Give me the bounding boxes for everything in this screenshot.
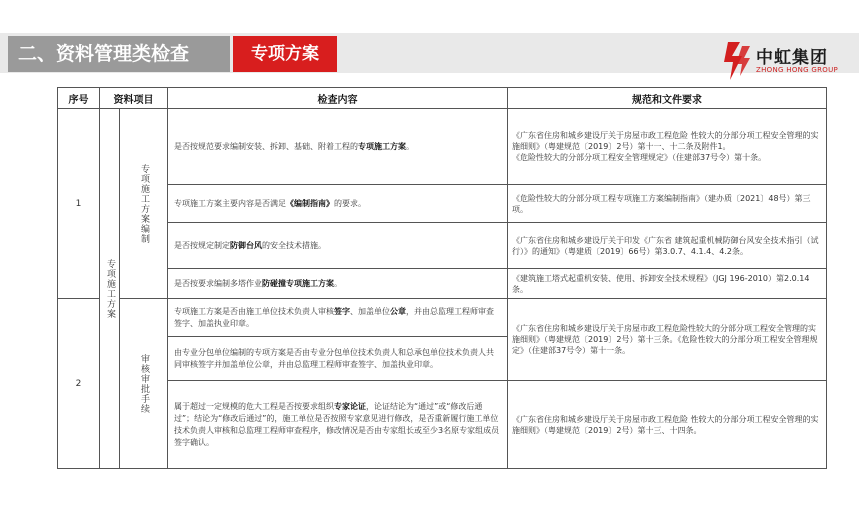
req-text: 《广东省住房和城乡建设厅关于印发《广东省 建筑起重机械防御台风安全技术指引（试行）》的通知》（粤建质〔2019〕66号）第3.0.7、4.1.4、4.2条。	[512, 235, 819, 256]
check-text-bold: 签字	[334, 306, 350, 316]
header-seq: 序号	[58, 88, 100, 109]
check-cell	[168, 381, 508, 469]
req-cell	[508, 223, 827, 269]
check-text: 的要求。	[334, 198, 366, 208]
check-cell	[168, 337, 508, 381]
req-text: 《建筑施工塔式起重机安装、使用、拆卸安全技术规程》（JGJ 196-2010）第2.0.14条。	[512, 273, 810, 294]
check-text: ，论证结论为“通过”或“修改后通过”；结论为“修改后通过”的，施工单位是否按照专家意见进行修改，是否重新履行施工单位技术负责人审核和总监理工程师审查程序，修改情况是否由专家组长或至少3名原专家组成员签字确认。	[174, 401, 500, 447]
table-row	[58, 269, 827, 299]
zhonghong-logo-icon	[718, 40, 752, 82]
check-text-bold: 专家论证	[334, 401, 366, 411]
inspection-table	[57, 87, 827, 469]
check-text-bold: 防御台风	[230, 240, 262, 250]
logo-name-en: ZHONG HONG GROUP	[756, 66, 839, 74]
section-subtitle: 专项方案	[233, 36, 337, 72]
req-cell	[508, 185, 827, 223]
logo-name: 中虹集团	[756, 48, 828, 68]
check-cell	[168, 269, 508, 299]
req-text: 《危险性较大的分部分项工程安全管理规定》（住建部37号令）第十条。	[512, 153, 767, 162]
req-cell	[508, 299, 827, 381]
table-row	[58, 109, 827, 185]
section-label-cell	[100, 109, 120, 469]
check-text-bold: 《编制指南》	[286, 198, 334, 208]
table-row	[58, 223, 827, 269]
check-text: 是否按规定制定	[174, 240, 230, 250]
check-text: 由专业分包单位编制的专项方案是否由专业分包单位技术负责人和总承包单位技术负责人共同审核签字并加盖单位公章，并由总监理工程师审查签字、加盖执业印章。	[174, 347, 494, 369]
req-text: 《广东省住房和城乡建设厅关于房屋市政工程危险性较大的分部分项工程安全管理的实施细则》（粤建规范〔2019〕2号）第十三条。《危险性较大的分部分项工程安全管理规定》（住建部37号令）第十一条。	[512, 324, 818, 355]
check-text: 。	[406, 141, 414, 151]
check-text-bold: 专项施工方案	[358, 141, 406, 151]
header-req: 规范和文件要求	[508, 88, 827, 109]
seq-cell: 1	[58, 109, 100, 299]
check-text-bold: 防碰撞专项施工方案	[262, 278, 334, 288]
req-cell	[508, 109, 827, 185]
check-text: 属于超过一定规模的危大工程是否按要求组织	[174, 401, 334, 411]
seq-cell: 2	[58, 299, 100, 469]
check-text: 是否按要求编制多塔作业	[174, 278, 262, 288]
header-item: 资料项目	[100, 88, 168, 109]
table-row	[58, 299, 827, 337]
category-label: 专项施工方案编制	[139, 163, 149, 244]
req-cell	[508, 381, 827, 469]
check-text: 。	[334, 278, 342, 288]
check-cell	[168, 299, 508, 337]
category-label: 审核审批手续	[139, 353, 149, 414]
req-text: 《广东省住房和城乡建设厅关于房屋市政工程危险 性较大的分部分项工程安全管理的实施细则》（粤建规范〔2019〕2号）第十三、十四条。	[512, 414, 819, 435]
check-text: 是否按规范要求编制安装、拆卸、基础、附着工程的	[174, 141, 358, 151]
req-text: 《广东省住房和城乡建设厅关于房屋市政工程危险 性较大的分部分项工程安全管理的实施细则》（粤建规范〔2019〕2号）第十一、十二条及附件1。	[512, 131, 819, 151]
table-row	[58, 381, 827, 469]
check-text: 、加盖单位	[350, 306, 390, 316]
table-row	[58, 185, 827, 223]
check-text-bold: 公章	[390, 306, 406, 316]
check-cell	[168, 223, 508, 269]
category-cell	[120, 299, 168, 469]
check-cell	[168, 109, 508, 185]
check-text: 专项施工方案主要内容是否满足	[174, 198, 286, 208]
check-text: 专项施工方案是否由施工单位技术负责人审核	[174, 306, 334, 316]
check-cell	[168, 185, 508, 223]
req-cell	[508, 269, 827, 299]
req-text: 《危险性较大的分部分项工程专项施工方案编制指南》（建办质〔2021〕48号）第三项。	[512, 193, 811, 214]
header-check: 检查内容	[168, 88, 508, 109]
company-logo	[718, 40, 850, 82]
section-label: 专项施工方案	[105, 258, 115, 319]
category-cell	[120, 109, 168, 299]
page-title: 二、资料管理类检查	[8, 36, 230, 72]
check-text: ，并由总监理工程师审查签字、加盖执业印章。	[174, 306, 494, 328]
check-text: 的安全技术措施。	[262, 240, 326, 250]
table-header-row	[58, 88, 827, 109]
